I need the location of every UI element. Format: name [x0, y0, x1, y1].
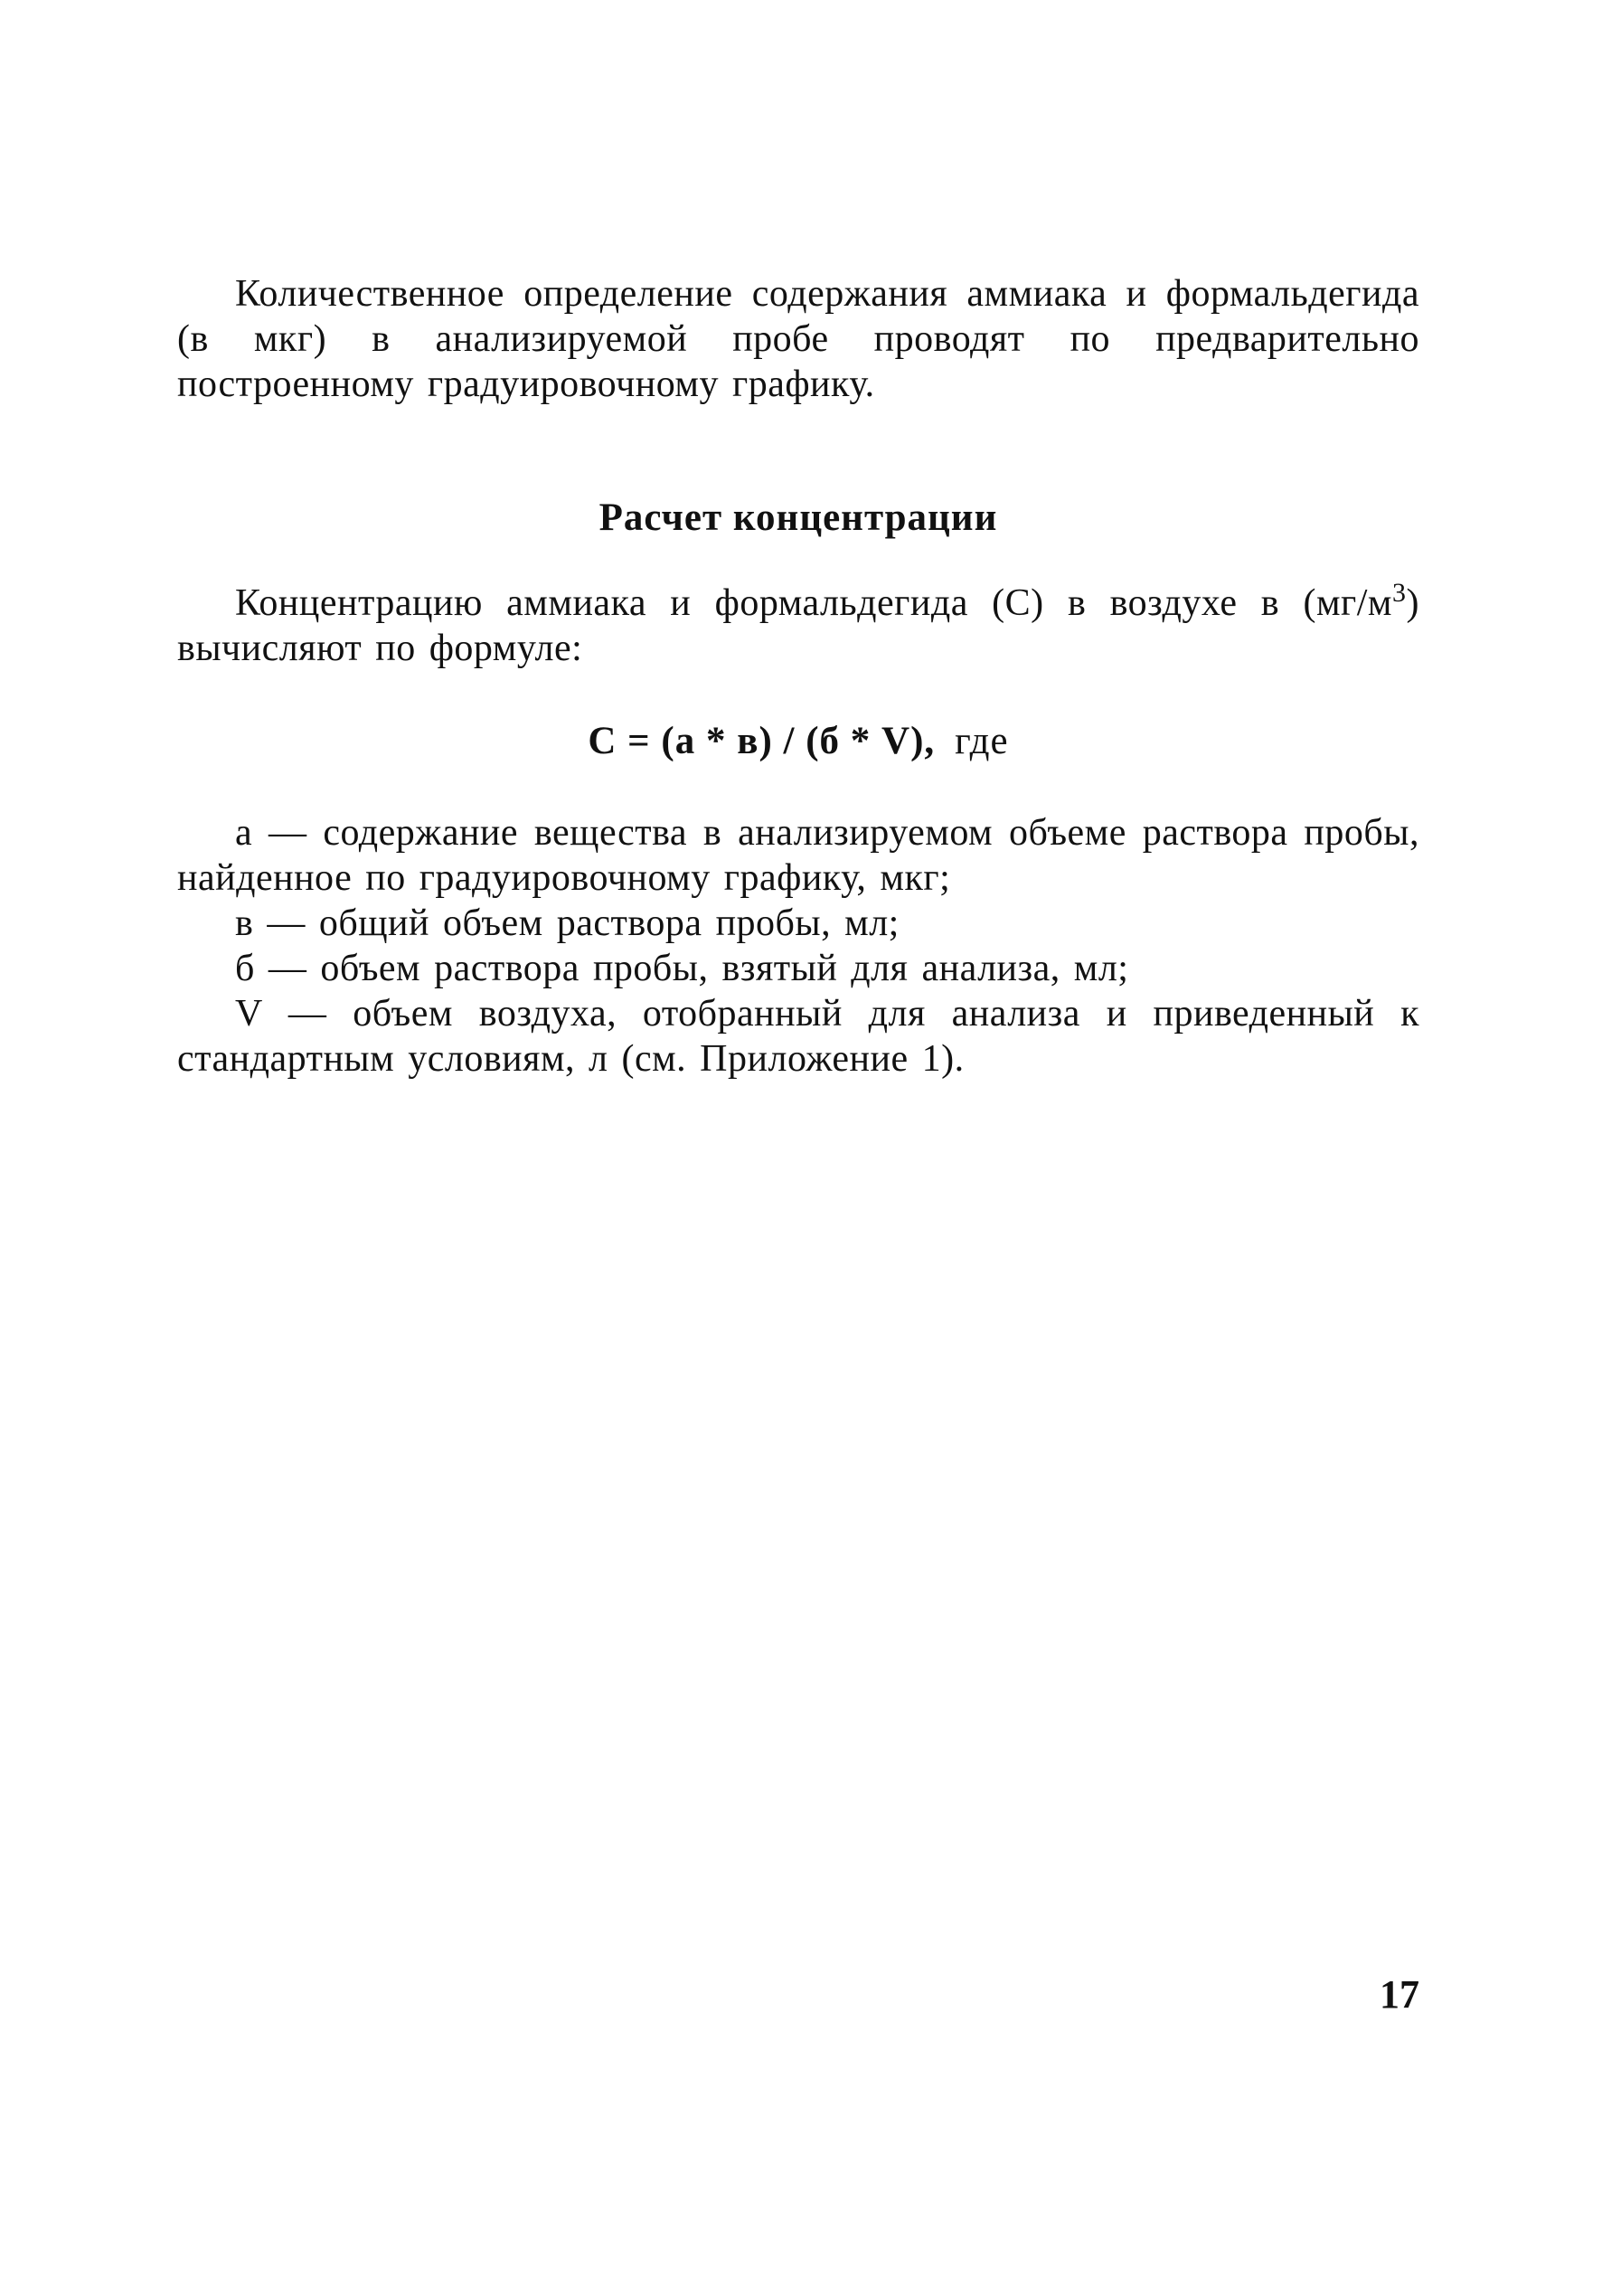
definition-volume: V — объем воздуха, отобранный для анализа и приведенный к стандартным условиям, л (см. Приложение 1).: [177, 993, 1419, 1080]
concentration-text-start: Концентрацию аммиака и формальдегида (С) в воздухе в (мг/м: [235, 582, 1392, 624]
concentration-text-end: ) вычисляют по формуле:: [177, 582, 1419, 669]
definition-a: а — содержание вещества в анализируемом объеме раствора пробы, найденное по градуировочному графику, мкг;: [177, 812, 1419, 899]
concentration-paragraph: [177, 578, 1419, 671]
page-number: 17: [1380, 1972, 1419, 2017]
formula: [177, 719, 1419, 763]
variable-definitions: [177, 810, 1419, 1082]
unit-superscript: 3: [1392, 578, 1407, 608]
formula-expression: С = (а * в) / (б * V),: [588, 720, 936, 762]
intro-paragraph: Количественное определение содержания аммиака и формальдегида (в мкг) в анализируемой пробе проводят по предварительно построенному градуировочному графику.: [177, 273, 1419, 405]
definition-v: в — общий объем раствора пробы, мл;: [235, 902, 900, 944]
definition-b: б — объем раствора пробы, взятый для анализа, мл;: [235, 948, 1129, 989]
section-heading: Расчет концентрации: [598, 496, 998, 539]
formula-where: где: [955, 720, 1009, 762]
